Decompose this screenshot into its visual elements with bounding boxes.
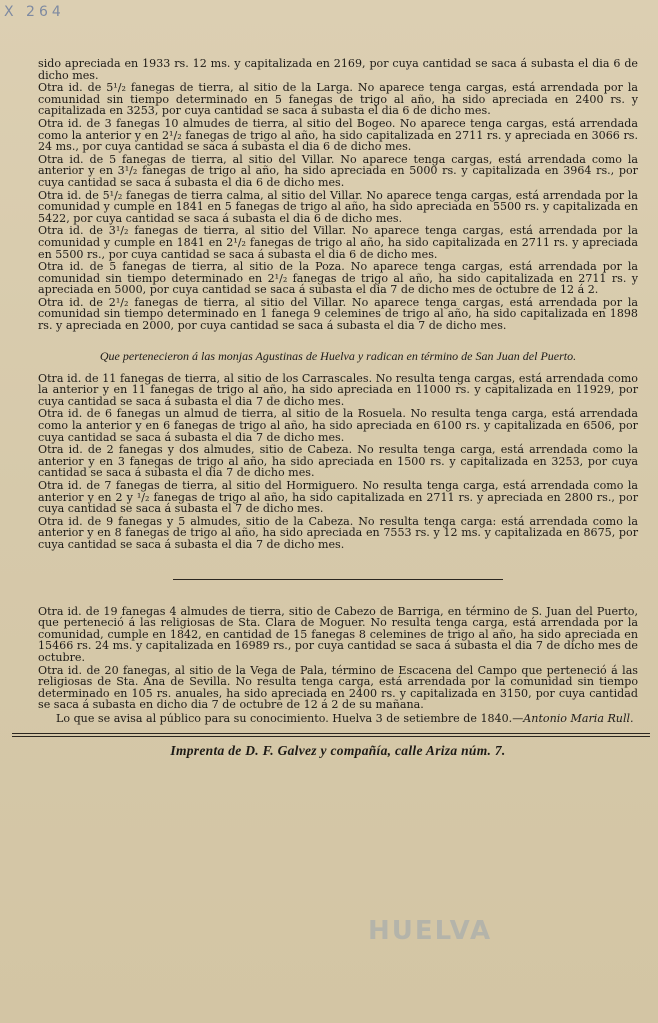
closing-notice: [38, 713, 638, 725]
listing-paragraph: Otra id. de 6 fanegas un almud de tierra, al sitio de la Rosuela. No resulta tenga carga, está arrendada como la anterior y en 6 fanegas de trigo al año, ha sido apreciada en 6100 rs. y capitalizada en 6506, por cuya cantidad se saca á subasta el dia 7 de dicho mes.: [38, 407, 638, 444]
listing-paragraph: Otra id. de 19 fanegas 4 almudes de tierra, sitio de Cabezo de Barriga, en término de S. Juan del Puerto, que perteneció á las religiosas de Sta. Clara de Moguer. No resulta tenga carga, está arrendada por la comunidad, cumple en 1842, en cantidad de 15 fanegas 8 celemines de trigo al año, ha sido apreciada en 15466 rs. 24 ms. y capitalizada en 16989 rs., por cuya cantidad se saca á subasta el dia 7 de dicho mes de octubre.: [38, 604, 638, 664]
footer-rule: [12, 733, 650, 737]
section-divider: [173, 579, 503, 580]
signature: Antonio Maria Rull.: [523, 711, 634, 725]
listing-paragraph: Otra id. de 7 fanegas de tierra, al sitio del Hormiguero. No resulta tenga carga, está arrendada como la anterior y en 2 y ¹/₂ fanegas de trigo al año, ha sido capitalizada en 2711 rs. y apreciada en 2800 rs., por cuya cantidad se saca á subasta el 7 de dicho mes.: [38, 479, 638, 516]
listing-group-3: [38, 606, 638, 711]
listing-paragraph: Otra id. de 5 fanegas de tierra, al sitio de la Poza. No aparece tenga cargas, está arrendada por la comunidad sin tiempo determinado en 2¹/₂ fanegas de trigo al año, ha sido capitalizada en 2711 rs. y apreciada en 5000, por cuya cantidad se saca á subasta el dia 7 de dicho mes de octubre de 12 á 2.: [38, 260, 638, 297]
listing-paragraph: Otra id. de 11 fanegas de tierra, al sitio de los Carrascales. No resulta tenga cargas, está arrendada como la anterior y en 11 fanegas de trigo al año, ha sido apreciada en 11000 rs. y capitalizada en 11929, por cuya cantidad se saca á subasta el dia 7 de dicho mes.: [38, 371, 638, 408]
listing-paragraph: Otra id. de 5¹/₂ fanegas de tierra, al sitio de la Larga. No aparece tenga cargas, está arrendada por la comunidad sin tiempo determinado en 5 fanegas de trigo al año, ha sido apreciada en 2400 rs. y capitalizada en 3253, por cuya cantidad se saca á subasta el dia 6 de dicho mes.: [38, 81, 638, 118]
library-stamp-watermark: HUELVA: [368, 916, 493, 946]
listing-paragraph: Otra id. de 5¹/₂ fanegas de tierra calma, al sitio del Villar. No aparece tenga cargas, está arrendada por la comunidad y cumple en 1841 en 5 fanegas de trigo al año, ha sido apreciada en 5500 rs. y capitalizada en 5422, por cuya cantidad se saca á subasta el dia 6 de dicho mes.: [38, 188, 638, 225]
listing-group-2: [38, 373, 638, 551]
listing-paragraph: Otra id. de 9 fanegas y 5 almudes, sitio de la Cabeza. No resulta tenga carga: está arrendada como la anterior y en 8 fanegas de trigo al año, ha sido apreciada en 7553 rs. y 12 ms. y capitalizada en 8675, por cuya cantidad se saca á subasta el dia 7 de dicho mes.: [38, 514, 638, 551]
listing-paragraph: Otra id. de 2¹/₂ fanegas de tierra, al sitio del Villar. No aparece tenga cargas, está arrendada por la comunidad sin tiempo determinado en 1 fanega 9 celemines de trigo al año, ha sido capitalizada en 1898 rs. y apreciada en 2000, por cuya cantidad se saca á subasta el dia 7 de dicho mes.: [38, 295, 638, 333]
listing-paragraph: Otra id. de 3 fanegas 10 almudes de tierra, al sitio del Bogeo. No aparece tenga cargas, está arrendada como la anterior y en 2¹/₂ fanegas de trigo al año, ha sido capitalizada en 2711 rs. y apreciada en 3066 rs. 24 ms., por cuya cantidad se saca á subasta el dia 6 de dicho mes.: [38, 116, 638, 154]
listing-paragraph: Otra id. de 2 fanegas y dos almudes, sitio de Cabeza. No resulta tenga carga, está arrendada como la anterior y en 3 fanegas de trigo al año, ha sido apreciada en 1500 rs. y capitalizada en 3253, por cuya cantidad se saca á subasta el dia 7 de dicho mes.: [38, 443, 638, 480]
listing-paragraph: Otra id. de 3¹/₂ fanegas de tierra, al sitio del Villar. No aparece tenga cargas, está arrendada por la comunidad y cumple en 1841 en 2¹/₂ fanegas de trigo al año, ha sido capitalizada en 2711 rs. y apreciada en 5500 rs., por cuya cantidad se saca á subasta el dia 6 de dicho mes.: [38, 224, 638, 261]
handwritten-marginalia: X 264: [4, 4, 65, 20]
listing-paragraph: Otra id. de 20 fanegas, al sitio de la Vega de Pala, término de Escacena del Campo que perteneció á las religiosas de Sta. Ana de Sevilla. No resulta tenga carga, está arrendada por la comunidad sin tiempo determinado en 105 rs. anuales, ha sido apreciada en 2400 rs. y capitalizada en 3150, por cuya cantidad se saca á subasta en dicho dia 7 de octubre de 12 á 2 de su mañana.: [38, 663, 638, 712]
closing-text: Lo que se avisa al público para su conocimiento. Huelva 3 de setiembre de 1840.—: [56, 711, 524, 725]
listing-paragraph: sido apreciada en 1933 rs. 12 ms. y capitalizada en 2169, por cuya cantidad se saca á subasta el dia 6 de dicho mes.: [38, 57, 638, 82]
listing-paragraph: Otra id. de 5 fanegas de tierra, al sitio del Villar. No aparece tenga cargas, está arrendada como la anterior y en 3¹/₂ fanegas de trigo al año, ha sido apreciada en 5000 rs. y capitalizada en 3964 rs., por cuya cantidad se saca á subasta el dia 6 de dicho mes.: [38, 152, 638, 189]
printer-imprint: Imprenta de D. F. Galvez y compañía, calle Ariza núm. 7.: [170, 742, 506, 758]
listing-group-1: [38, 58, 638, 332]
section-heading: Que pertenecieron á las monjas Agustinas de Huelva y radican en término de San Juan del Puerto.: [99, 348, 577, 363]
